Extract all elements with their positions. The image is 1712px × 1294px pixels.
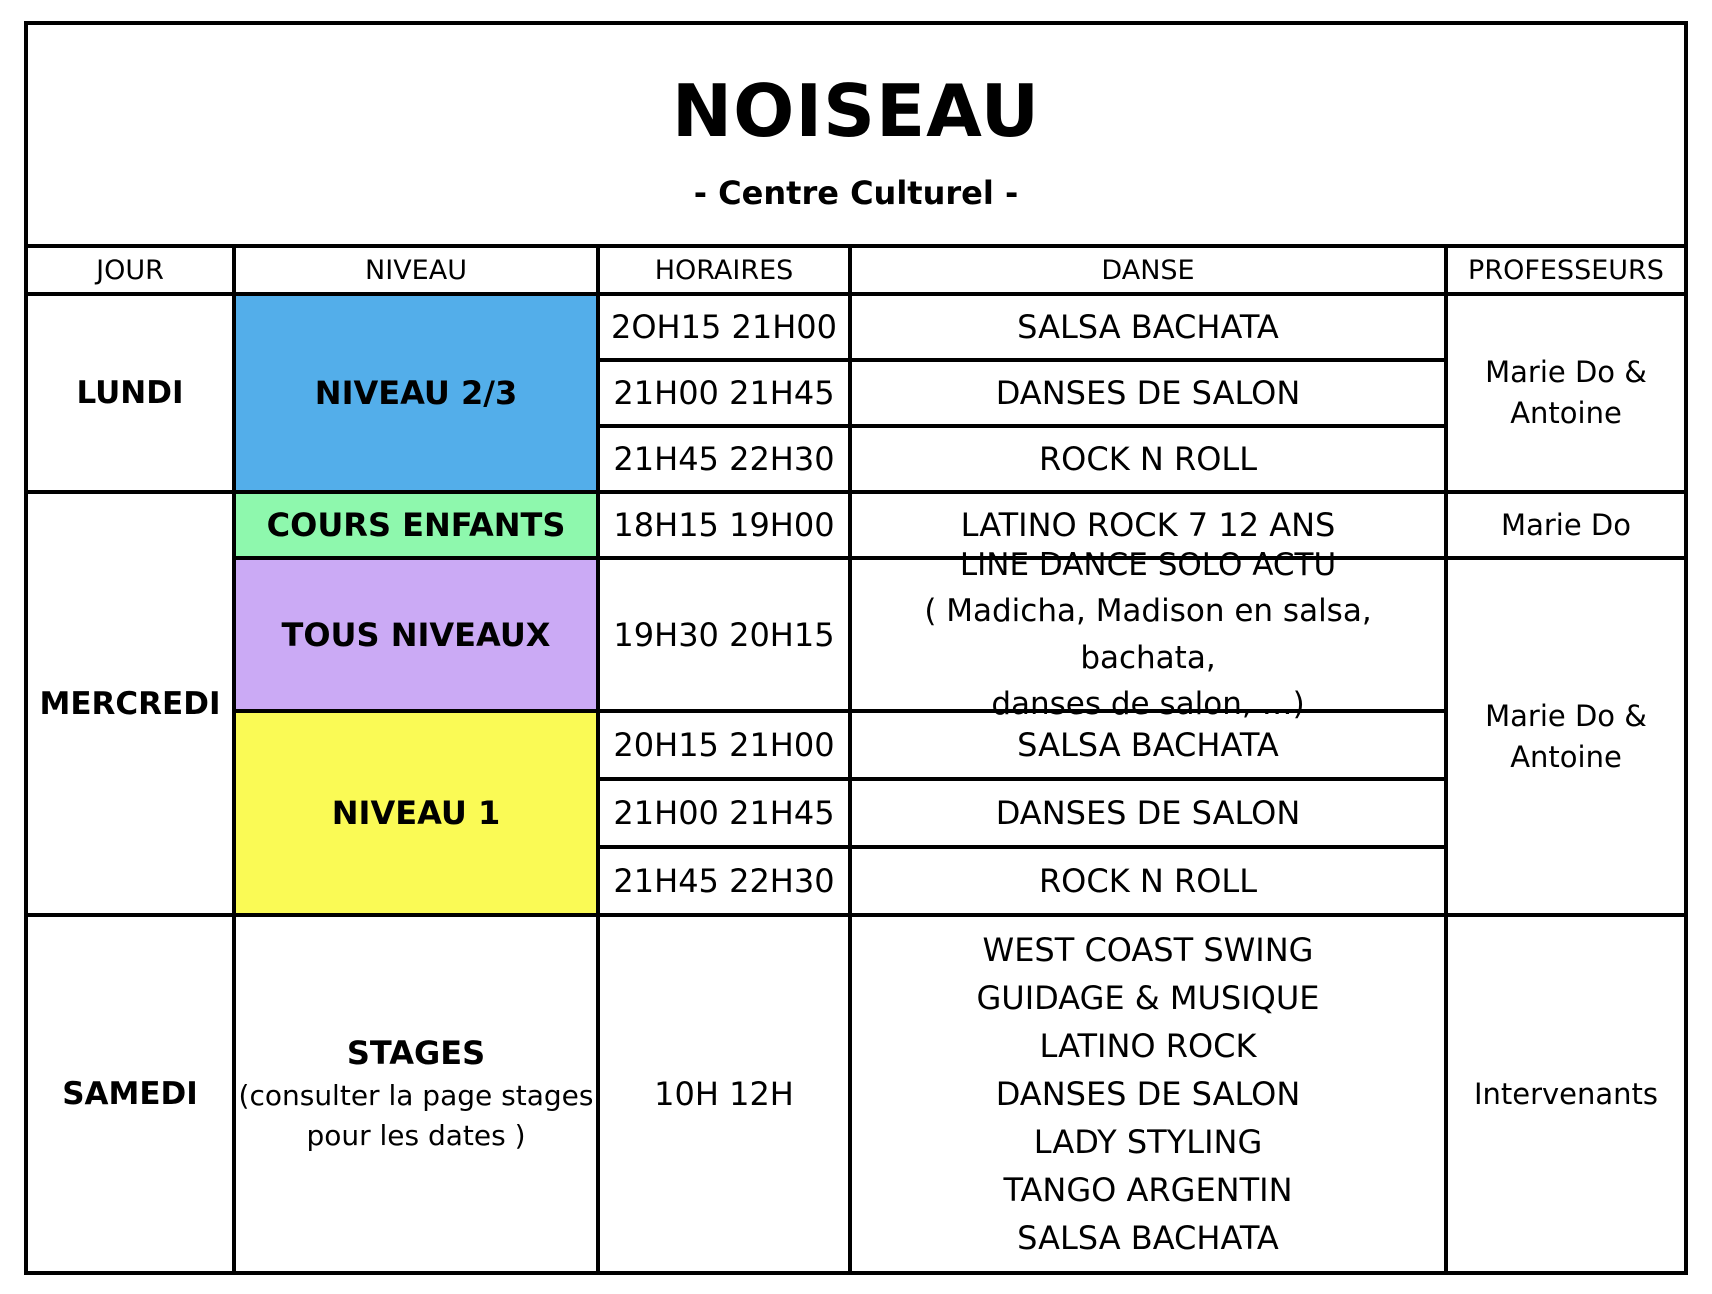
dance-row-2: DANSES DE SALON [995,374,1301,412]
dance-row-5 [852,546,1444,722]
time-row-6: 20H15 21H00 [613,726,835,764]
time-row-3: 21H45 22H30 [613,440,835,478]
level-stages-note-2: pour les dates ) [306,1119,526,1153]
column-header-niveau: NIVEAU [365,254,467,286]
level-tous-niveaux: TOUS NIVEAUX [281,615,551,654]
level-stages-title: STAGES [346,1034,486,1072]
professors-samedi: Intervenants [1473,1076,1659,1111]
dance-row-9-line-7: SALSA BACHATA [1017,1219,1279,1257]
column-header-danse: DANSE [1101,254,1195,286]
page-title: NOISEAU [671,69,1041,153]
level-cours-enfants: COURS ENFANTS [266,506,566,544]
professors-mercredi-line-1: Marie Do & [1485,698,1647,733]
dance-row-8: ROCK N ROLL [1038,862,1258,900]
professors-enfants: Marie Do [1501,507,1631,542]
level-stages-note-1: (consulter la page stages [238,1078,594,1112]
column-header-professeurs: PROFESSEURS [1468,254,1664,286]
professors-lundi-line-1: Marie Do & [1485,355,1647,390]
time-row-5: 19H30 20H15 [613,615,835,654]
dance-row-5-line-2: ( Madicha, Madison en salsa, bachata, [924,593,1372,676]
time-row-9: 10H 12H [654,1075,794,1113]
professors-mercredi-line-2: Antoine [1510,739,1622,774]
dance-row-3: ROCK N ROLL [1038,440,1258,478]
professors-mercredi [1448,560,1684,913]
dance-row-9-line-2: GUIDAGE & MUSIQUE [976,979,1320,1017]
dance-row-9 [852,917,1444,1271]
day-samedi: SAMEDI [62,1076,198,1112]
time-row-7: 21H00 21H45 [613,794,835,832]
dance-row-9-line-5: LADY STYLING [1033,1123,1263,1161]
time-row-2: 21H00 21H45 [613,374,835,412]
dance-row-9-line-6: TANGO ARGENTIN [1003,1171,1293,1209]
page-subtitle: - Centre Culturel - [693,174,1019,212]
dance-row-5-line-1: LINE DANCE SOLO ACTU [959,546,1337,583]
dance-row-6: SALSA BACHATA [1017,726,1279,764]
dance-row-9-line-3: LATINO ROCK [1039,1027,1257,1065]
dance-row-4: LATINO ROCK 7 12 ANS [960,506,1336,544]
dance-row-7: DANSES DE SALON [995,794,1301,832]
level-niveau-2-3: NIVEAU 2/3 [314,374,518,412]
column-header-jour: JOUR [96,254,164,286]
time-row-8: 21H45 22H30 [613,862,835,900]
time-row-1: 2OH15 21H00 [611,308,837,346]
dance-row-9-line-1: WEST COAST SWING [982,931,1314,969]
professors-lundi-line-2: Antoine [1510,396,1622,430]
level-stages [236,917,596,1271]
day-mercredi: MERCREDI [39,685,221,722]
dance-row-1: SALSA BACHATA [1017,308,1279,346]
dance-row-9-line-4: DANSES DE SALON [995,1075,1301,1113]
professors-lundi [1448,296,1684,490]
dance-row-5-line-3: danses de salon, …) [991,686,1305,722]
level-niveau-1: NIVEAU 1 [331,794,501,832]
column-header-horaires: HORAIRES [654,254,794,286]
time-row-4: 18H15 19H00 [613,506,835,544]
day-lundi: LUNDI [76,375,184,411]
